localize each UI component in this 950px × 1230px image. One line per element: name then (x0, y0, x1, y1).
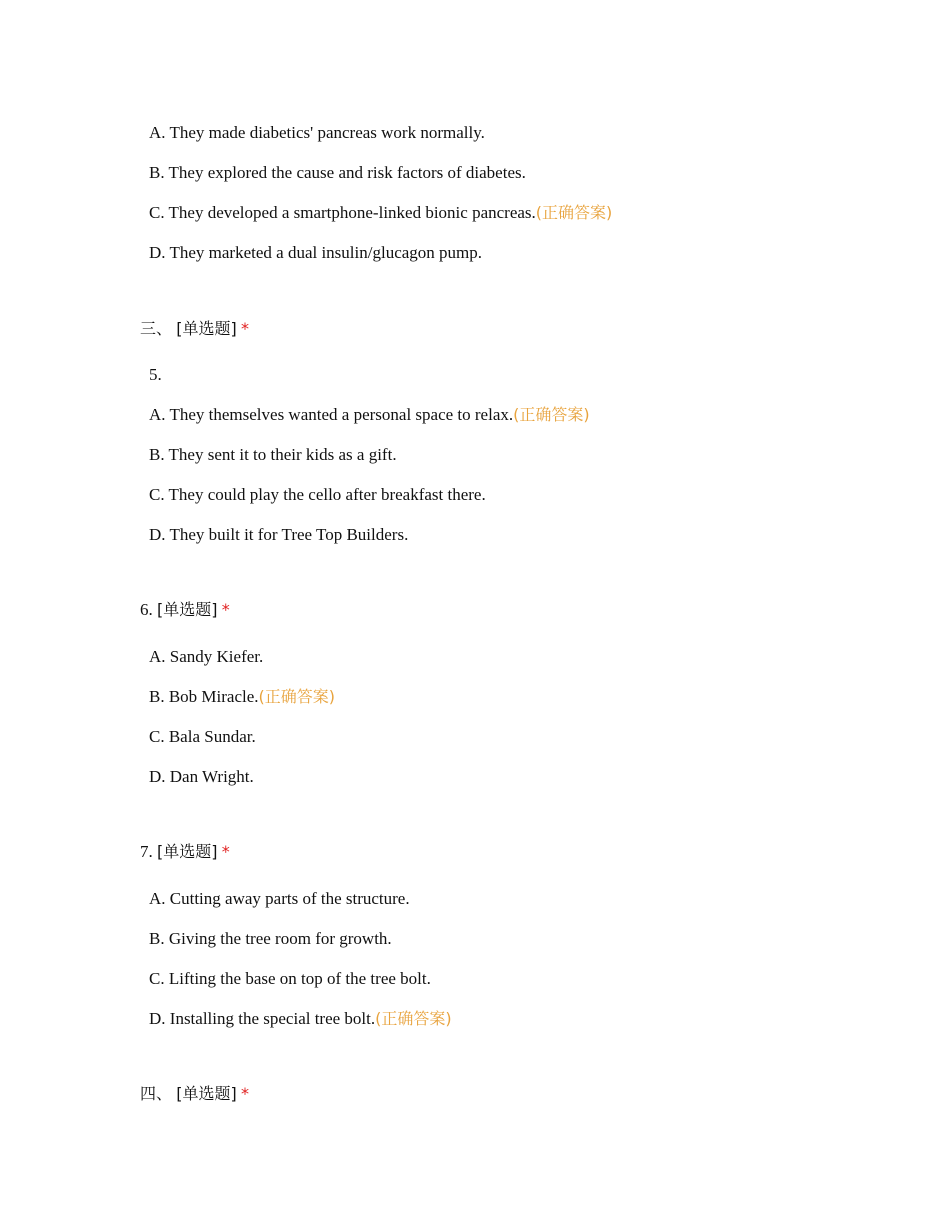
section-number: 三、 (140, 319, 173, 338)
q6-option-d: D. Dan Wright. (149, 767, 254, 786)
correct-answer-marker: (正确答案) (375, 1009, 452, 1028)
q6-option-a: A. Sandy Kiefer. (149, 647, 264, 666)
q5-option-d: D. They built it for Tree Top Builders. (149, 525, 409, 544)
q5-option-a: A. They themselves wanted a personal space to relax.(正确答案) (149, 405, 590, 424)
q7-option-d: D. Installing the special tree bolt.(正确答案) (149, 1009, 452, 1028)
question-number: 7. (140, 842, 153, 861)
q7-option-a: A. Cutting away parts of the structure. (149, 889, 410, 908)
q6-heading (140, 599, 230, 621)
q5-option-c: C. They could play the cello after breakfast there. (149, 485, 486, 504)
q4-option-d: D. They marketed a dual insulin/glucagon pump. (149, 243, 483, 262)
q4-option-b: B. They explored the cause and risk factors of diabetes. (149, 163, 526, 182)
q5-option-b: B. They sent it to their kids as a gift. (149, 445, 397, 464)
question-type: [单选题] (176, 319, 237, 338)
question-type: [单选题] (176, 1084, 237, 1103)
required-marker: * (241, 1084, 250, 1103)
q6-option-b: B. Bob Miracle.(正确答案) (149, 687, 336, 706)
question-type: [单选题] (157, 600, 218, 619)
q7-option-c: C. Lifting the base on top of the tree bolt. (149, 969, 431, 988)
section-three-heading (140, 318, 249, 340)
q7-heading (140, 841, 230, 863)
q4-option-a: A. They made diabetics' pancreas work normally. (149, 123, 485, 142)
q4-option-c: C. They developed a smartphone-linked bionic pancreas.(正确答案) (149, 203, 613, 222)
q7-option-b: B. Giving the tree room for growth. (149, 929, 392, 948)
required-marker: * (241, 319, 250, 338)
q6-option-c: C. Bala Sundar. (149, 727, 256, 746)
correct-answer-marker: (正确答案) (513, 405, 590, 424)
required-marker: * (221, 600, 230, 619)
required-marker: * (221, 842, 230, 861)
question-number: 6. (140, 600, 153, 619)
section-number: 四、 (140, 1084, 173, 1103)
correct-answer-marker: (正确答案) (258, 687, 336, 706)
correct-answer-marker: (正确答案) (535, 203, 613, 222)
question-type: [单选题] (157, 842, 218, 861)
section-four-heading (140, 1083, 249, 1105)
q5-stem: 5. (149, 365, 162, 384)
